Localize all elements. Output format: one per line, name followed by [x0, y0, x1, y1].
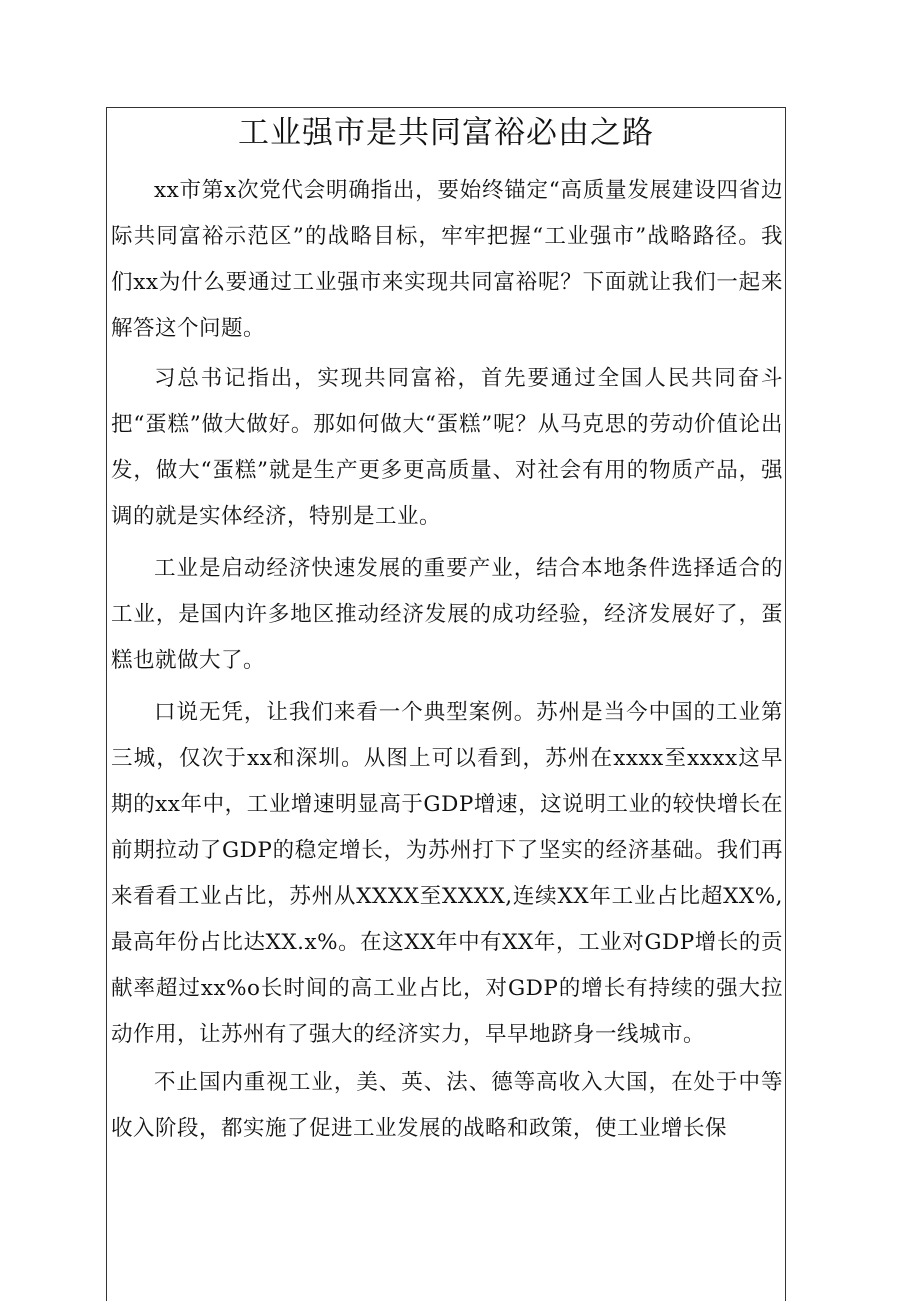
paragraph-cake: 习总书记指出，实现共同富裕，首先要通过全国人民共同奋斗把“蛋糕”做大做好。那如何做大“蛋糕”呢？从马克思的劳动价值论出发，做大“蛋糕”就是生产更多更高质量、对社会有用的物质产品，强调的就是实体经济，特别是工业。 [111, 366, 783, 529]
document-frame [106, 107, 786, 1301]
paragraph-intro: xx市第x次党代会明确指出，要始终锚定“高质量发展建设四省边际共同富裕示范区”的战略目标，牢牢把握“工业强市”战略路径。我们xx为什么要通过工业强市来实现共同富裕呢？下面就让我们一起来解答这个问题。 [111, 178, 783, 341]
paragraph-suzhou-case: 口说无凭，让我们来看一个典型案例。苏州是当今中国的工业第三城，仅次于xx和深圳。从图上可以看到，苏州在xxxx至xxxx这早期的xx年中，工业增速明显高于GDP增速，这说明工业的较快增长在前期拉动了GDP的稳定增长，为苏州打下了坚实的经济基础。我们再来看看工业占比，苏州从XXXX至XXXX,连续XX年工业占比超XX%,最高年份占比达XX.x%。在这XX年中有XX年，工业对GDP增长的贡献率超过xx%o长时间的高工业占比，对GDP的增长有持续的强大拉动作用，让苏州有了强大的经济实力，早早地跻身一线城市。 [111, 700, 783, 1047]
paragraph-industry: 工业是启动经济快速发展的重要产业，结合本地条件选择适合的工业，是国内许多地区推动经济发展的成功经验，经济发展好了，蛋糕也就做大了。 [111, 556, 783, 673]
document-title: 工业强市是共同富裕必由之路 [238, 115, 654, 151]
paragraph-international: 不止国内重视工业，美、英、法、德等高收入大国，在处于中等收入阶段，都实施了促进工业发展的战略和政策，使工业增长保 [111, 1070, 783, 1141]
